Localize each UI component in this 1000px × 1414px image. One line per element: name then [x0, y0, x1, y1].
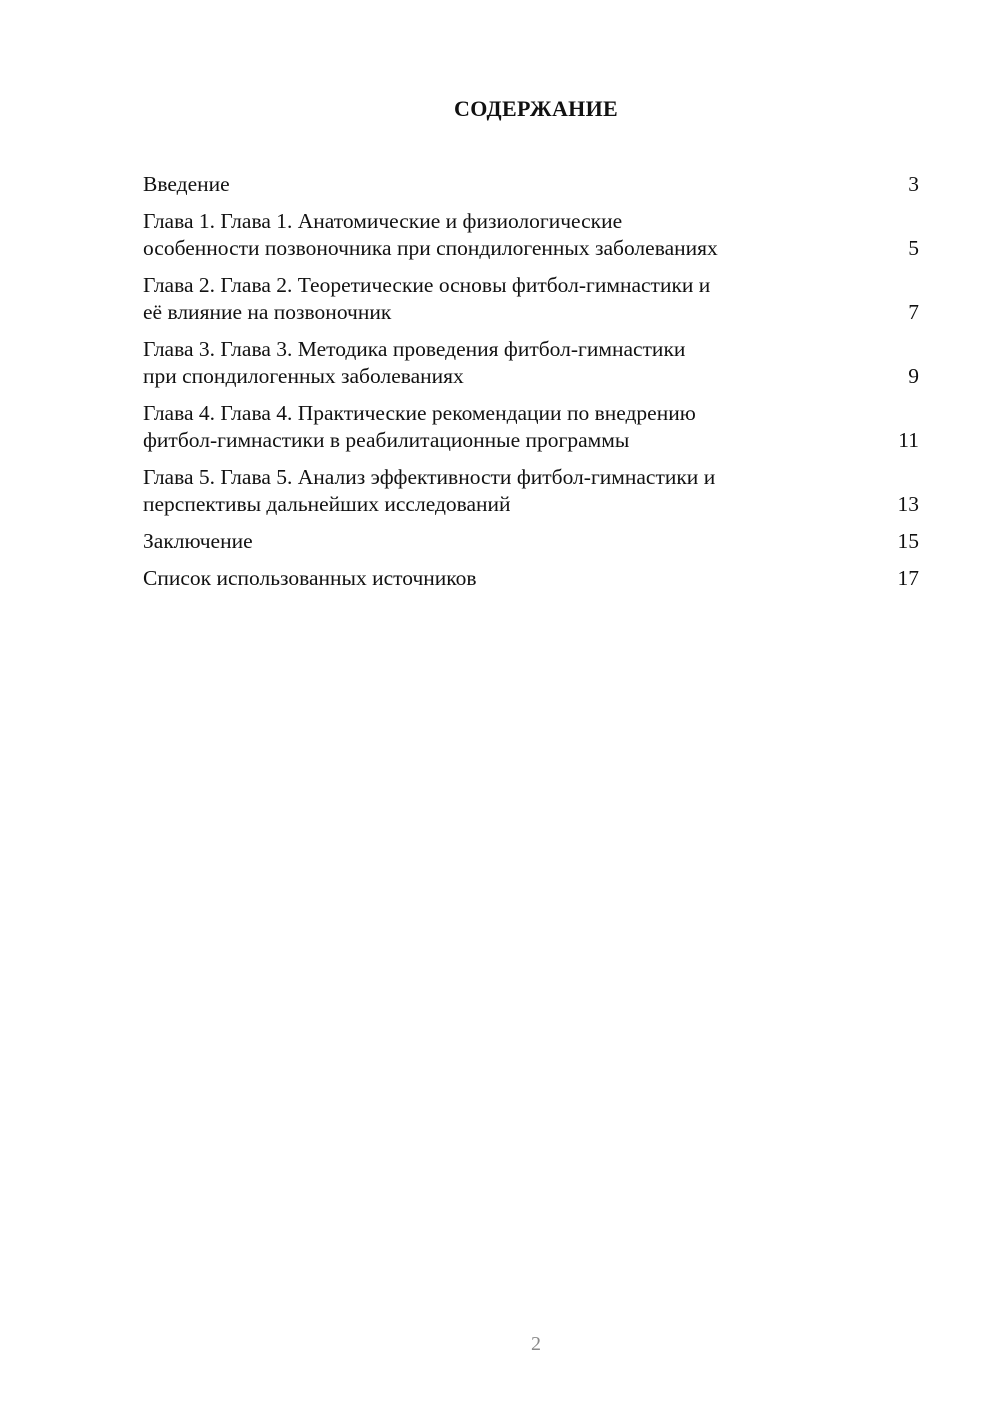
- toc-entry-line: особенности позвоночника при спондилогенных заболеваниях: [143, 236, 718, 260]
- toc-entry-chapter-5: [143, 464, 919, 518]
- table-of-contents: [143, 171, 919, 602]
- toc-entry-text: [143, 400, 889, 454]
- toc-entry-references: [143, 565, 919, 592]
- toc-page-number: 15: [897, 529, 919, 553]
- toc-entry-line: Введение: [143, 172, 230, 196]
- toc-entry-chapter-1: [143, 208, 919, 262]
- toc-entry-line: Заключение: [143, 529, 253, 553]
- toc-entry-line: Список использованных источников: [143, 566, 477, 590]
- toc-entry-text: [143, 336, 889, 390]
- toc-entry-line: перспективы дальнейших исследований: [143, 492, 511, 516]
- toc-entry-chapter-3: [143, 336, 919, 390]
- toc-entry-line: фитбол-гимнастики в реабилитационные программы: [143, 428, 630, 452]
- toc-entry-text: [143, 208, 889, 262]
- toc-entry-line: Глава 4. Глава 4. Практические рекомендации по внедрению: [143, 401, 696, 425]
- page-title: СОДЕРЖАНИЕ: [454, 96, 618, 121]
- toc-entry-chapter-4: [143, 400, 919, 454]
- toc-entry-line: при спондилогенных заболеваниях: [143, 364, 464, 388]
- toc-entry-line: её влияние на позвоночник: [143, 300, 392, 324]
- toc-entry-text: [143, 528, 889, 555]
- toc-page-number: 11: [898, 428, 919, 452]
- toc-page-number: 9: [908, 364, 919, 388]
- toc-entry-conclusion: [143, 528, 919, 555]
- toc-entry-text: [143, 171, 889, 198]
- toc-entry-chapter-2: [143, 272, 919, 326]
- toc-entry-line: Глава 3. Глава 3. Методика проведения фитбол-гимнастики: [143, 337, 686, 361]
- page-number: 2: [531, 1333, 541, 1355]
- toc-entry-text: [143, 565, 889, 592]
- toc-page-number: 7: [908, 300, 919, 324]
- toc-entry-introduction: [143, 171, 919, 198]
- toc-entry-line: Глава 5. Глава 5. Анализ эффективности фитбол-гимнастики и: [143, 465, 716, 489]
- toc-page-number: 3: [908, 172, 919, 196]
- toc-page-number: 17: [897, 566, 919, 590]
- toc-entry-text: [143, 272, 889, 326]
- toc-entry-line: Глава 1. Глава 1. Анатомические и физиологические: [143, 209, 623, 233]
- toc-entry-line: Глава 2. Глава 2. Теоретические основы фитбол-гимнастики и: [143, 273, 711, 297]
- toc-entry-text: [143, 464, 889, 518]
- toc-page-number: 13: [897, 492, 919, 516]
- toc-page-number: 5: [908, 236, 919, 260]
